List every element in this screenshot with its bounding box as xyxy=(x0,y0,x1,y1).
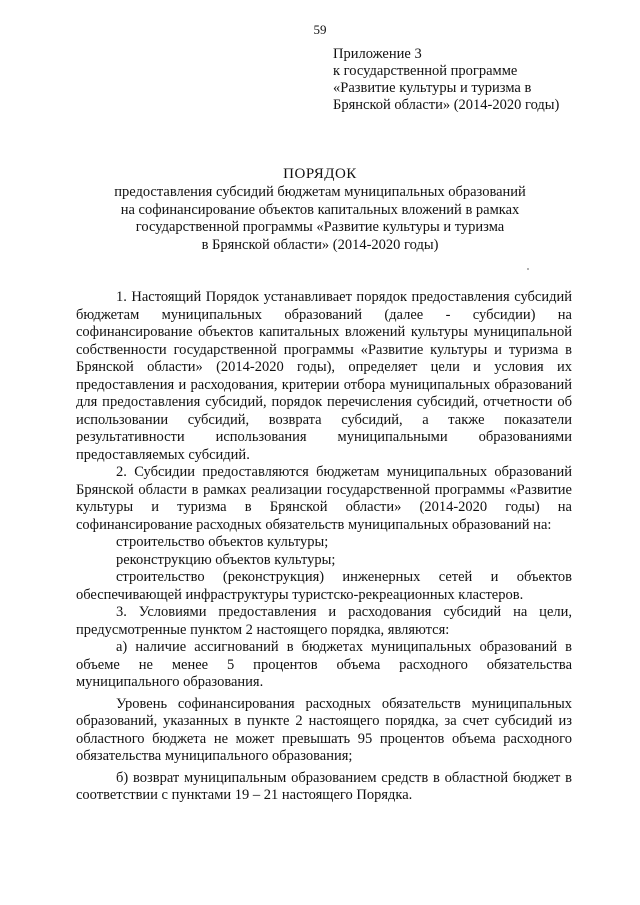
appendix-line: к государственной программе xyxy=(333,63,518,79)
paragraph-3: 3. Условиями предоставления и расходования субсидий на цели, предусмотренные пунктом 2 настоящего порядка, являются: xyxy=(76,604,572,638)
scan-speck xyxy=(527,268,529,270)
document-heading: ПОРЯДОК xyxy=(283,166,357,182)
paragraph-2: 2. Субсидии предоставляются бюджетам муниципальных образований Брянской области в рамках реализации государственной программы «Развитие культуры и туризма в Брянской области» (2014-2020 годы) на софинансирование расходных обязательств муниципальных образований на: xyxy=(76,464,572,533)
condition-a: а) наличие ассигнований в бюджетах муниципальных образований в объеме не менее 5 процентов объема расходного обязательства муниципального образования. xyxy=(76,639,572,690)
subheading-line: предоставления субсидий бюджетам муниципальных образований xyxy=(114,184,526,200)
appendix-line: Приложение 3 xyxy=(333,46,422,62)
list-item-reconstruction: реконструкцию объектов культуры; xyxy=(116,551,336,568)
list-item-construction: строительство объектов культуры; xyxy=(116,534,329,550)
document-body xyxy=(76,289,572,805)
subheading-line: на софинансирование объектов капитальных вложений в рамках xyxy=(120,201,520,218)
page-number: 59 xyxy=(313,22,327,37)
subheading-line: в Брянской области» (2014-2020 годы) xyxy=(201,236,439,253)
paragraph-1: 1. Настоящий Порядок устанавливает порядок предоставления субсидий бюджетам муниципальных образований (далее - субсидии) на софинансирование объектов капитальных вложений культуры муниципальной собственности государственной программы «Развитие культуры и туризма в Брянской области» (2014-2020 годы), определяет цели и условия их предоставления и расходования, критерии отбора муниципальных образований для предоставления субсидий, порядок перечисления субсидий, отчетности об использовании субсидий, возврата субсидий, а также показатели результативности использования муниципальными образованиями предоставляемых субсидий. xyxy=(76,289,572,463)
cofinancing-level: Уровень софинансирования расходных обязательств муниципальных образований, указанных в пункте 2 настоящего порядка, за счет субсидий из областного бюджета не может превышать 95 процентов объема расходного обязательства муниципального образования; xyxy=(76,695,572,764)
document-subheading xyxy=(60,184,580,254)
condition-b: б) возврат муниципальным образованием средств в областной бюджет в соответствии с пунктами 19 – 21 настоящего Порядка. xyxy=(76,769,572,803)
appendix-line: «Развитие культуры и туризма в xyxy=(333,80,532,96)
list-item-infrastructure: строительство (реконструкция) инженерных сетей и объектов обеспечивающей инфраструктуры туристско-рекреационных кластеров. xyxy=(76,569,572,603)
subheading-line: государственной программы «Развитие культуры и туризма xyxy=(135,219,505,235)
appendix-note xyxy=(333,46,623,114)
appendix-line: Брянской области» (2014-2020 годы) xyxy=(333,97,560,113)
